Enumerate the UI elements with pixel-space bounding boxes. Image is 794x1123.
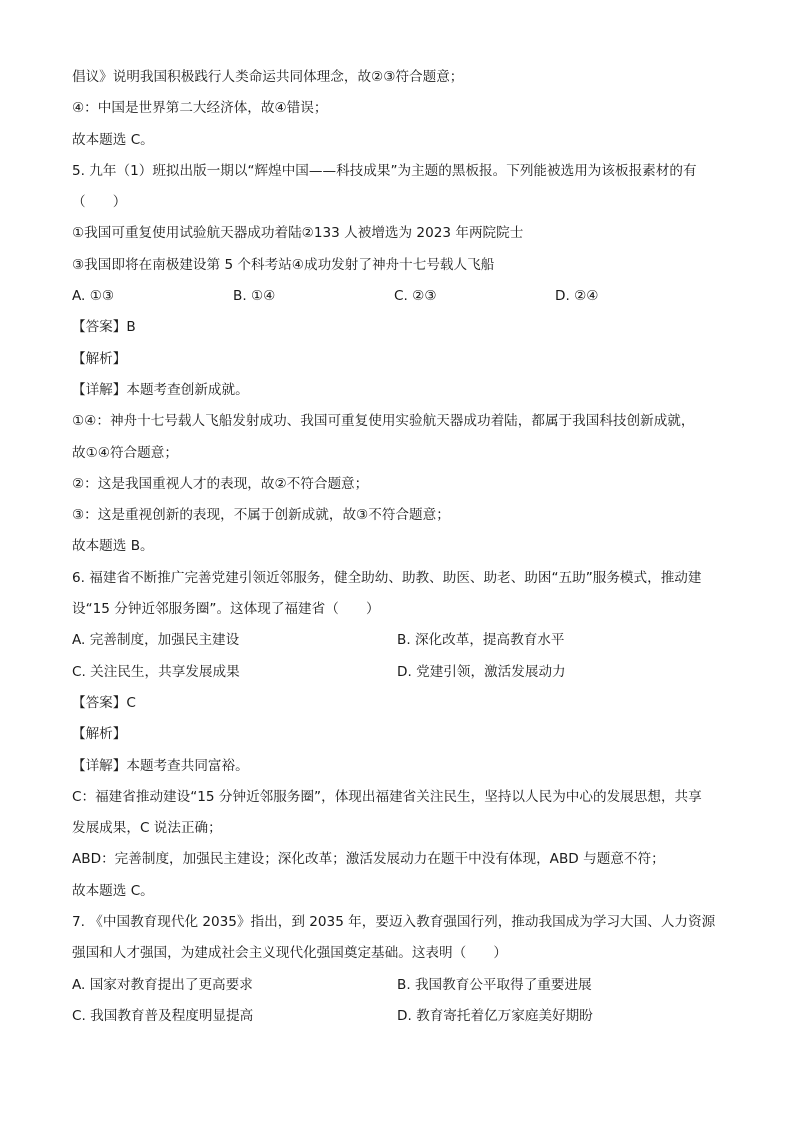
analysis-label: 【解析】 — [72, 726, 127, 743]
option-b: B. ①④ — [233, 288, 276, 305]
question-5-item: ①我国可重复使用试验航天器成功着陆②133 人被增选为 2023 年两院院士 — [72, 225, 524, 242]
detail-line: 故本题选 B。 — [72, 538, 154, 555]
question-6-stem: 设“15 分钟近邻服务圈”。这体现了福建省（ ） — [72, 601, 380, 618]
option-d: D. 教育寄托着亿万家庭美好期盼 — [397, 1007, 593, 1024]
question-7-options-row — [72, 1001, 734, 1032]
question-7-stem: 7. 《中国教育现代化 2035》指出，到 2035 年，要迈入教育强国行列，推动我国成为学习大国、人力资源 — [72, 914, 716, 931]
detail-line: ③：这是重视创新的表现，不属于创新成就，故③不符合题意； — [72, 507, 450, 524]
detail-line: 【详解】本题考查共同富裕。 — [72, 757, 249, 774]
text-line: ④：中国是世界第二大经济体，故④错误； — [72, 100, 328, 117]
option-c: C. 我国教育普及程度明显提高 — [72, 1007, 254, 1024]
detail-line: 【详解】本题考查创新成就。 — [72, 381, 249, 398]
question-5-paren: （ ） — [72, 194, 127, 211]
question-6-options-row — [72, 657, 734, 688]
detail-line: ABD：完善制度，加强民主建设；深化改革；激活发展动力在题干中没有体现，ABD 与题意不符； — [72, 851, 665, 868]
option-a: A. 国家对教育提出了更高要求 — [72, 976, 253, 993]
detail-line: ①④：神舟十七号载人飞船发射成功、我国可重复使用实验航天器成功着陆，都属于我国科技创新成就， — [72, 413, 695, 430]
question-7-options-row — [72, 970, 734, 1001]
option-b: B. 深化改革，提高教育水平 — [397, 632, 565, 649]
detail-line: 故①④符合题意； — [72, 444, 178, 461]
answer-label: 【答案】B — [72, 319, 136, 336]
question-5-options — [72, 281, 734, 312]
analysis-label: 【解析】 — [72, 350, 127, 367]
question-6-options-row — [72, 625, 734, 656]
option-c: C. 关注民生，共享发展成果 — [72, 663, 240, 680]
detail-line: C：福建省推动建设“15 分钟近邻服务圈”，体现出福建省关注民生，坚持以人民为中心的发展思想，共享 — [72, 788, 702, 805]
question-5-item: ③我国即将在南极建设第 5 个科考站④成功发射了神舟十七号载人飞船 — [72, 256, 495, 273]
question-6-stem: 6. 福建省不断推广完善党建引领近邻服务，健全助幼、助教、助医、助老、助困“五助”服务模式，推动建 — [72, 569, 702, 586]
detail-line: ②：这是我国重视人才的表现，故②不符合题意； — [72, 475, 369, 492]
detail-line: 发展成果，C 说法正确； — [72, 820, 222, 837]
detail-line: 故本题选 C。 — [72, 882, 154, 899]
answer-label: 【答案】C — [72, 694, 136, 711]
option-a: A. 完善制度，加强民主建设 — [72, 632, 240, 649]
option-d: D. ②④ — [555, 288, 599, 305]
question-5-stem: 5. 九年（1）班拟出版一期以“辉煌中国——科技成果”为主题的黑板报。下列能被选用为该板报素材的有 — [72, 162, 697, 179]
option-d: D. 党建引领，激活发展动力 — [397, 663, 566, 680]
option-a: A. ①③ — [72, 288, 115, 305]
question-7-stem: 强国和人才强国，为建成社会主义现代化强国奠定基础。这表明（ ） — [72, 945, 507, 962]
option-c: C. ②③ — [394, 288, 437, 305]
option-b: B. 我国教育公平取得了重要进展 — [397, 976, 592, 993]
text-line: 故本题选 C。 — [72, 131, 154, 148]
text-line: 倡议》说明我国积极践行人类命运共同体理念，故②③符合题意； — [72, 69, 464, 85]
